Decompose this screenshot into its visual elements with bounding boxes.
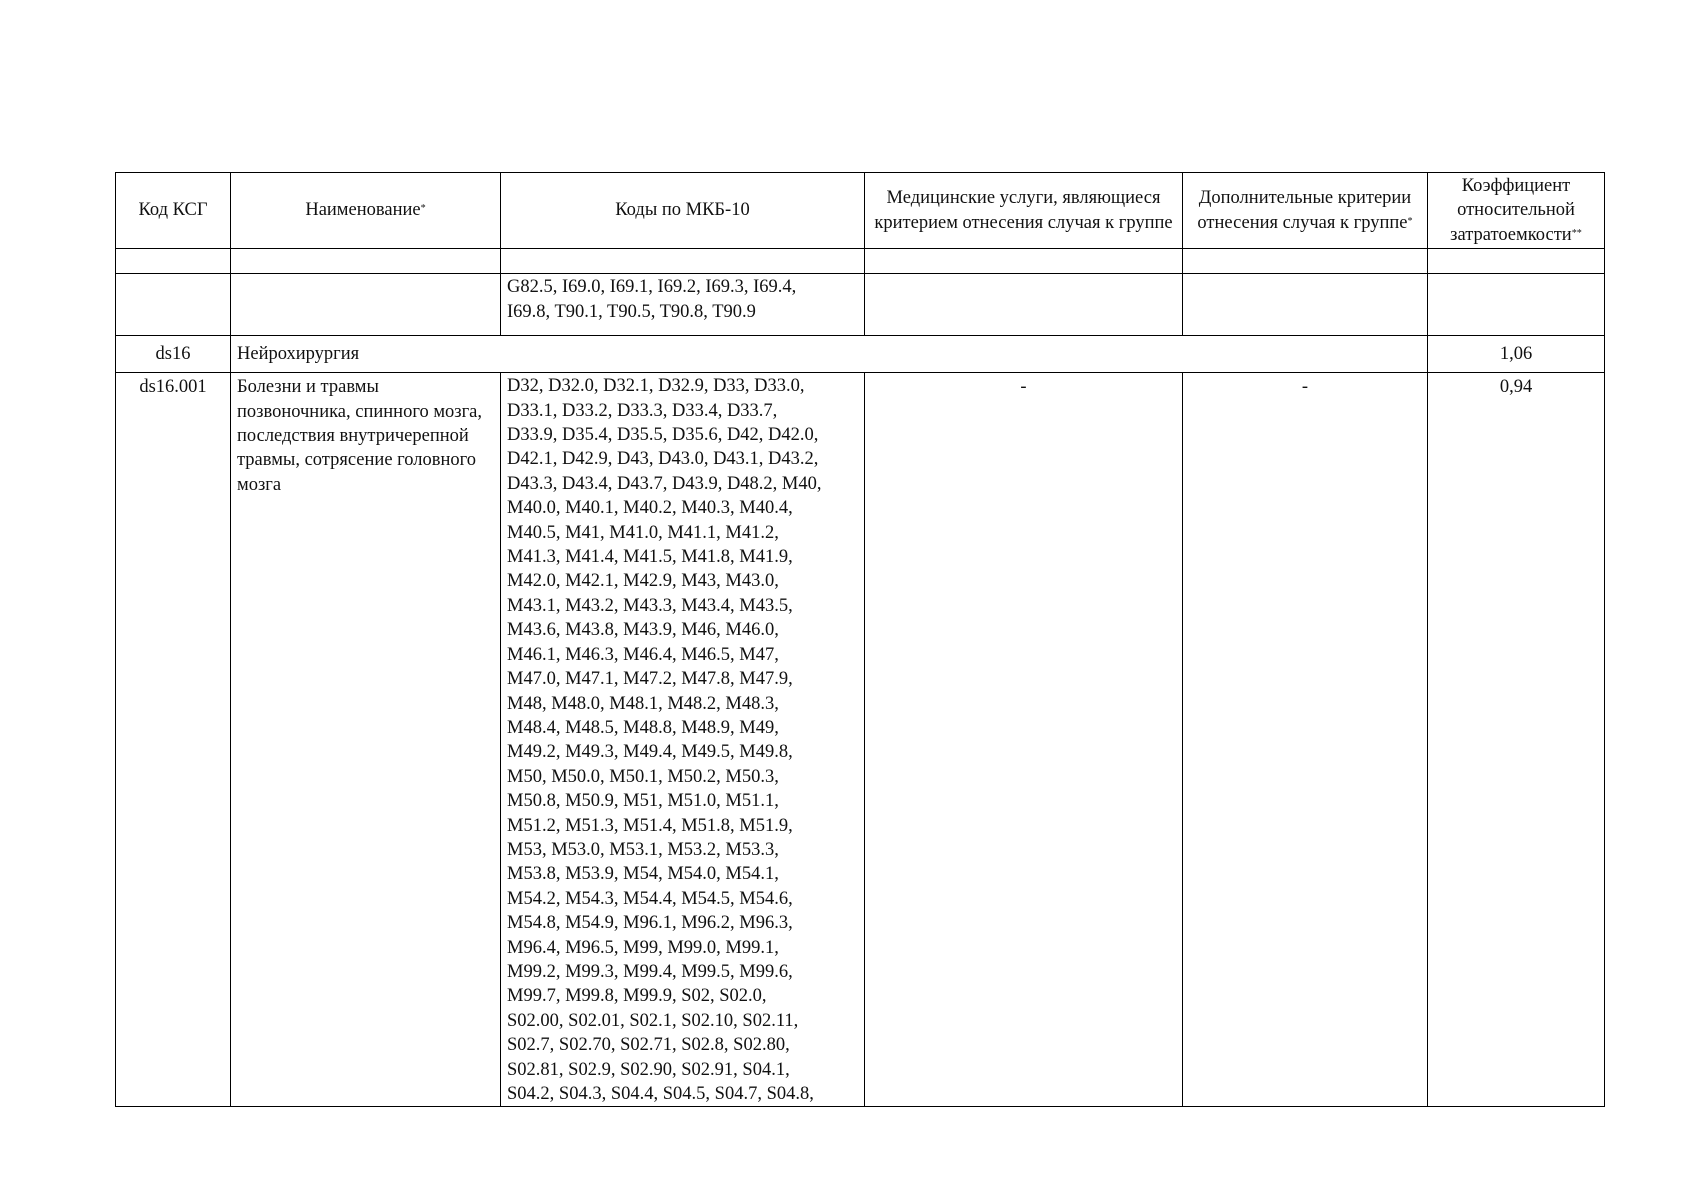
item-mkb-codes: D32, D32.0, D32.1, D32.9, D33, D33.0, D33.1, D33.2, D33.3, D33.4, D33.7, D33.9, D35.4, D35.5, D35.6, D42, D42.0, D42.1, D42.9, D43, D43.0, D43.1, D43.2, D43.3, D43.4, D43.7, D43.9, D48.2, M40, M40.0, M40.1, M40.2, M40.3, M40.4, M40.5, M41, M41.0, M41.1, M41.2, M41.3, M41.4, M41.5, M41.8, M41.9, M42.0, M42.1, M42.9, M43, M43.0, M43.1, M43.2, M43.3, M43.4, M43.5, M43.6, M43.8, M43.9, M46, M46.0, M46.1, M46.3, M46.4, M46.5, M47, M47.0, M47.1, M47.2, M47.8, M47.9, M48, M48.0, M48.1, M48.2, M48.3, M48.4, M48.5, M48.8, M48.9, M49, M49.2, M49.3, M49.4, M49.5, M49.8, M50, M50.0, M50.1, M50.2, M50.3, M50.8, M50.9, M51, M51.0, M51.1, M51.2, M51.3, M51.4, M51.8, M51.9, M53, M53.0, M53.1, M53.2, M53.3, M53.8, M53.9, M54, M54.0, M54.1, M54.2, M54.3, M54.4, M54.5, M54.6, M54.8, M54.9, M96.1, M96.2, M96.3, M96.4, M96.5, M99, M99.0, M99.1, M99.2, M99.3, M99.4, M99.5, M99.6, M99.7, M99.8, M99.9, S02, S02.0, S02.00, S02.01, S02.1, S02.10, S02.11, S02.7, S02.70, S02.71, S02.8, S02.80, S02.81, S02.9, S02.90, S02.91, S04.1, S04.2, S04.3, S04.4, S04.5, S04.7, S04.8,	[501, 373, 865, 1107]
header-additional-criteria: Дополнительные критерии отнесения случая к группе*	[1183, 173, 1428, 249]
item-additional-criteria: -	[1183, 373, 1428, 1107]
item-row	[116, 373, 1605, 1107]
footnote-mark: **	[1571, 227, 1582, 239]
header-medical-services: Медицинские услуги, являющиеся критерием отнесения случая к группе	[865, 173, 1183, 249]
continuation-row	[116, 274, 1605, 336]
group-row	[116, 336, 1605, 373]
header-name: Наименование*	[231, 173, 501, 249]
spacer-row	[116, 249, 1605, 274]
header-ksg-code: Код КСГ	[116, 173, 231, 249]
header-mkb-codes: Коды по МКБ-10	[501, 173, 865, 249]
item-code: ds16.001	[116, 373, 231, 1107]
group-coefficient: 1,06	[1428, 336, 1605, 373]
ksg-table	[115, 172, 1605, 1107]
group-name: Нейрохирургия	[231, 336, 1428, 373]
item-coefficient: 0,94	[1428, 373, 1605, 1107]
item-medical-services: -	[865, 373, 1183, 1107]
continuation-mkb-codes: G82.5, I69.0, I69.1, I69.2, I69.3, I69.4, I69.8, T90.1, T90.5, T90.8, T90.9	[501, 274, 865, 336]
group-code: ds16	[116, 336, 231, 373]
footnote-mark: *	[420, 203, 426, 215]
header-coefficient: Коэффициент относительной затратоемкости**	[1428, 173, 1605, 249]
footnote-mark: *	[1407, 215, 1413, 227]
item-name: Болезни и травмы позвоночника, спинного мозга, последствия внутричерепной травмы, сотрясение головного мозга	[231, 373, 501, 1107]
table-header-row	[116, 173, 1605, 249]
